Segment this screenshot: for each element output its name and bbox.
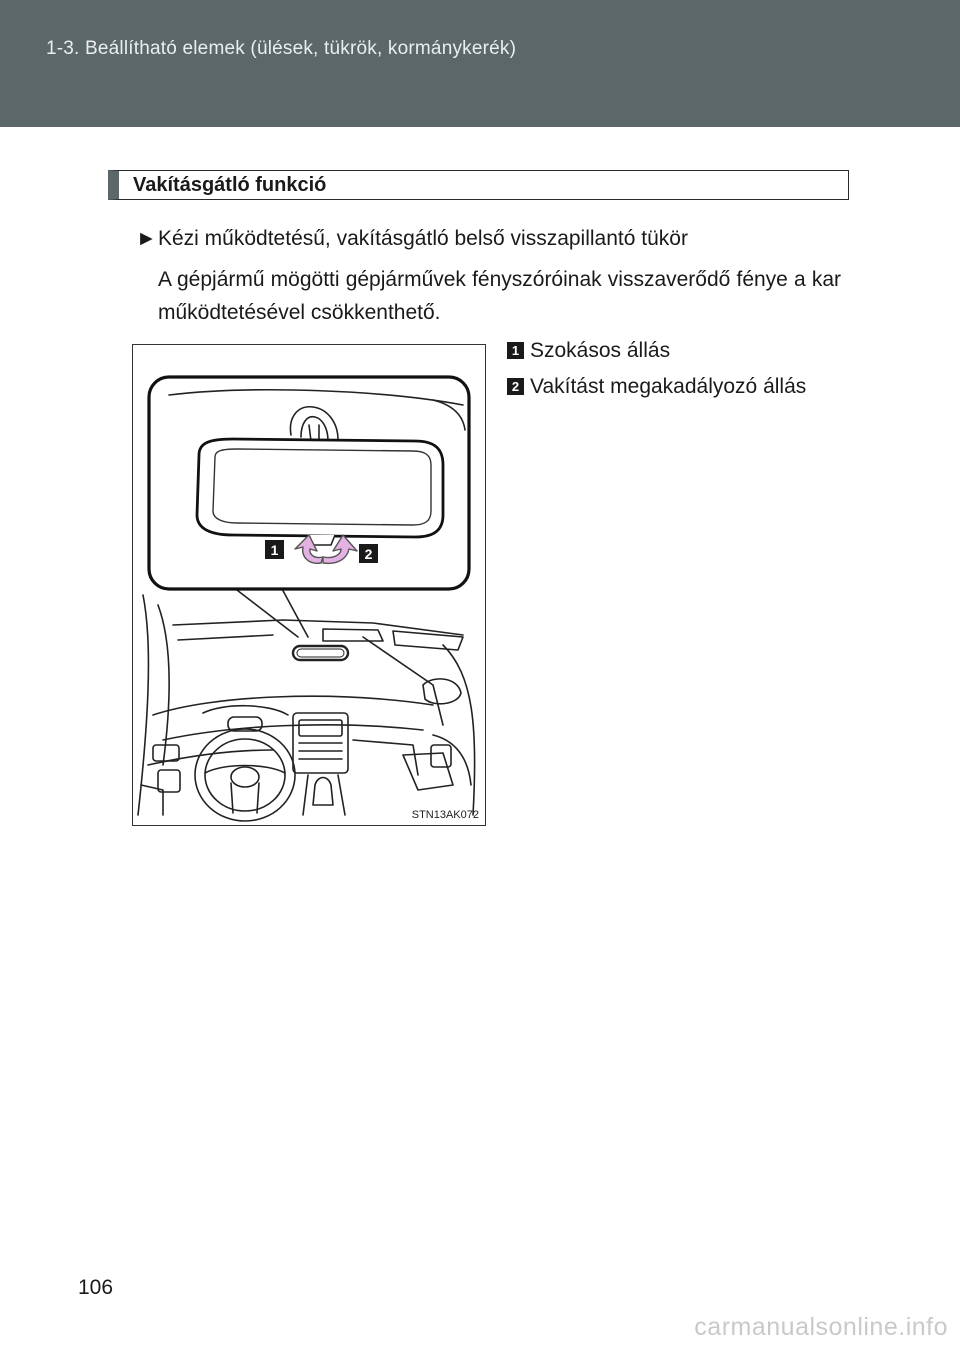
- section-title: Vakításgátló funkció: [133, 174, 327, 196]
- car-interior-drawing: [133, 345, 485, 825]
- legend-label-1: Szokásos állás: [530, 339, 671, 362]
- callout-2-label: 2: [364, 546, 373, 562]
- legend-label-2: Vakítást megakadályozó állás: [530, 375, 807, 398]
- legend-item-2: [507, 375, 806, 399]
- triangle-bullet-icon: ►: [136, 227, 157, 250]
- bullet-text: Kézi működtetésű, vakításgátló belső visszapillantó tükör: [158, 227, 688, 250]
- figure-code: STN13AK072: [411, 809, 479, 821]
- section-heading-box: [108, 170, 849, 200]
- bullet-heading: [136, 227, 688, 251]
- number-badge-1: 1: [507, 342, 524, 359]
- page-number: 106: [78, 1276, 114, 1299]
- legend-item-1: [507, 339, 670, 363]
- mirror-illustration: [132, 344, 486, 826]
- number-badge-2: 2: [507, 378, 524, 395]
- page-header: [0, 0, 960, 127]
- callout-1-label: 1: [270, 542, 279, 558]
- chapter-title: 1-3. Beállítható elemek (ülések, tükrök, kormánykerék): [46, 38, 517, 59]
- description-paragraph: A gépjármű mögötti gépjárművek fényszóróinak visszaverődő fénye a kar működtetésével csökkenthető.: [158, 268, 841, 324]
- watermark: carmanualsonline.info: [694, 1313, 948, 1341]
